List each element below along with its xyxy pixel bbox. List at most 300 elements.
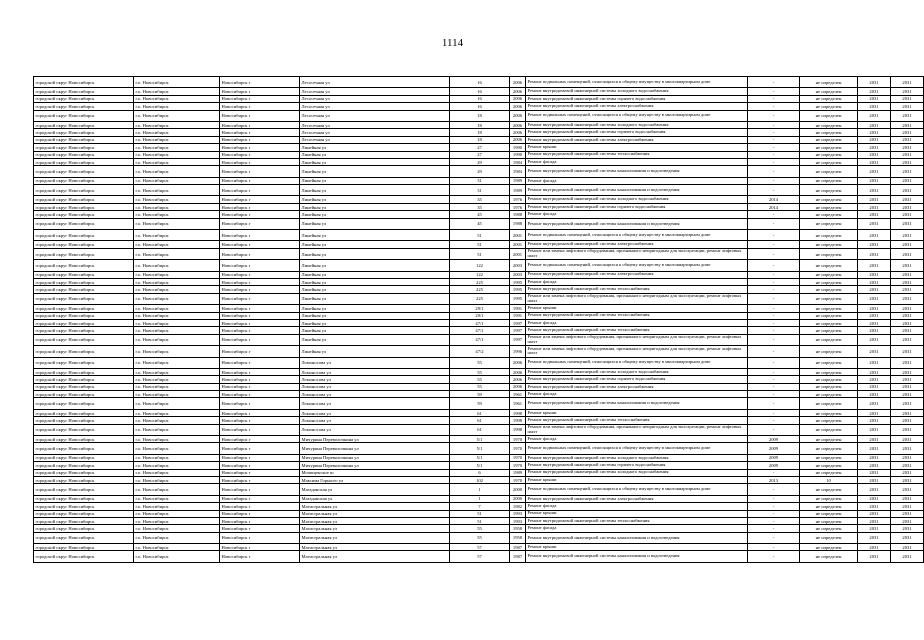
work-type-cell: Ремонт подвальных помещений, относящихся к общему имуществу в многоквартирном доме bbox=[526, 484, 748, 495]
year-built-cell: 1984 bbox=[510, 158, 526, 165]
house-number-cell: 57 bbox=[450, 551, 510, 562]
plan-year-start-cell: 2031 bbox=[858, 443, 891, 454]
year-built-cell: 2006 bbox=[510, 383, 526, 390]
settlement-cell: г.о. Новосибирск bbox=[134, 305, 220, 312]
settlement-cell: г.о. Новосибирск bbox=[134, 436, 220, 443]
work-type-cell: Ремонт подвальных помещений, относящихся к общему имуществу в многоквартирном доме bbox=[526, 260, 748, 271]
table-row bbox=[34, 248, 924, 259]
year-built-cell: 2006 bbox=[510, 77, 526, 88]
table-row bbox=[34, 211, 924, 218]
work-type-cell: Ремонт внутридомовой инженерной системы канализования и водоотведения bbox=[526, 185, 748, 196]
table-row bbox=[34, 95, 924, 102]
plan-year-end-cell: 2031 bbox=[891, 443, 924, 454]
work-type-cell: Ремонт или замена лифтового оборудования, признанного непригодным для эксплуатации, ремонт лифтовых шахт bbox=[526, 248, 748, 259]
cost-cell: не определен bbox=[800, 230, 858, 241]
work-type-cell: Ремонт фасада bbox=[526, 503, 748, 510]
cost-cell: не определен bbox=[800, 417, 858, 424]
house-number-cell: 16 bbox=[450, 88, 510, 95]
locality-cell: Новосибирск г bbox=[220, 185, 300, 196]
plan-year-start-cell: 2031 bbox=[858, 158, 891, 165]
last-repair-year-cell: - bbox=[748, 409, 800, 416]
table-row bbox=[34, 469, 924, 476]
municipality-cell: городской округ Новосибирск bbox=[34, 271, 134, 278]
settlement-cell: г.о. Новосибирск bbox=[134, 454, 220, 461]
municipality-cell: городской округ Новосибирск bbox=[34, 203, 134, 210]
settlement-cell: г.о. Новосибирск bbox=[134, 77, 220, 88]
plan-year-end-cell: 2031 bbox=[891, 271, 924, 278]
table-row bbox=[34, 436, 924, 443]
plan-year-start-cell: 2031 bbox=[858, 129, 891, 136]
work-type-cell: Ремонт крыши bbox=[526, 476, 748, 483]
plan-year-start-cell: 2031 bbox=[858, 398, 891, 409]
table-row bbox=[34, 158, 924, 165]
plan-year-end-cell: 2031 bbox=[891, 484, 924, 495]
cost-cell: не определен bbox=[800, 495, 858, 502]
table-row bbox=[34, 88, 924, 95]
municipality-cell: городской округ Новосибирск bbox=[34, 185, 134, 196]
plan-year-end-cell: 2031 bbox=[891, 551, 924, 562]
municipality-cell: городской округ Новосибирск bbox=[34, 510, 134, 517]
locality-cell: Новосибирск г bbox=[220, 293, 300, 304]
last-repair-year-cell: 2009 bbox=[748, 462, 800, 469]
street-cell: Мичурина Переволочкина ул bbox=[300, 436, 450, 443]
locality-cell: Новосибирск г bbox=[220, 218, 300, 229]
street-cell: Лесосечная ул bbox=[300, 121, 450, 128]
settlement-cell: г.о. Новосибирск bbox=[134, 334, 220, 345]
last-repair-year-cell: - bbox=[748, 129, 800, 136]
municipality-cell: городской округ Новосибирск bbox=[34, 136, 134, 143]
cost-cell: не определен bbox=[800, 196, 858, 203]
house-number-cell: 18 bbox=[450, 129, 510, 136]
house-number-cell: 225 bbox=[450, 286, 510, 293]
page-number: 1114 bbox=[441, 37, 464, 49]
year-built-cell: 1989 bbox=[510, 177, 526, 184]
plan-year-end-cell: 2031 bbox=[891, 293, 924, 304]
municipality-cell: городской округ Новосибирск bbox=[34, 334, 134, 345]
plan-year-end-cell: 2031 bbox=[891, 88, 924, 95]
house-number-cell: 59 bbox=[450, 391, 510, 398]
work-type-cell: Ремонт фасада bbox=[526, 319, 748, 326]
street-cell: Ломоносова ул bbox=[300, 398, 450, 409]
year-built-cell: 1987 bbox=[510, 544, 526, 551]
work-type-cell: Ремонт или замена лифтового оборудования, признанного непригодным для эксплуатации, ремонт лифтовых шахт bbox=[526, 293, 748, 304]
municipality-cell: городской округ Новосибирск bbox=[34, 454, 134, 461]
plan-year-end-cell: 2031 bbox=[891, 136, 924, 143]
plan-year-end-cell: 2031 bbox=[891, 503, 924, 510]
street-cell: Линейная ул bbox=[300, 278, 450, 285]
year-built-cell: 1991 bbox=[510, 305, 526, 312]
plan-year-end-cell: 2031 bbox=[891, 260, 924, 271]
table-row bbox=[34, 383, 924, 390]
table-row bbox=[34, 203, 924, 210]
year-built-cell: 1988 bbox=[510, 218, 526, 229]
house-number-cell: 7 bbox=[450, 503, 510, 510]
plan-year-end-cell: 2031 bbox=[891, 424, 924, 435]
plan-year-start-cell: 2031 bbox=[858, 278, 891, 285]
table-row bbox=[34, 151, 924, 158]
house-number-cell: 16 bbox=[450, 77, 510, 88]
work-type-cell: Ремонт внутридомовой инженерной системы холодного водоснабжения bbox=[526, 368, 748, 375]
locality-cell: Новосибирск г bbox=[220, 517, 300, 524]
street-cell: Мичурина Переволочкина ул bbox=[300, 454, 450, 461]
plan-year-end-cell: 2031 bbox=[891, 391, 924, 398]
locality-cell: Новосибирск г bbox=[220, 151, 300, 158]
settlement-cell: г.о. Новосибирск bbox=[134, 319, 220, 326]
house-number-cell: 27 bbox=[450, 151, 510, 158]
plan-year-start-cell: 2031 bbox=[858, 211, 891, 218]
plan-year-start-cell: 2031 bbox=[858, 409, 891, 416]
house-number-cell: 18 bbox=[450, 121, 510, 128]
plan-year-start-cell: 2031 bbox=[858, 436, 891, 443]
last-repair-year-cell: - bbox=[748, 144, 800, 151]
year-built-cell: 1998 bbox=[510, 409, 526, 416]
work-type-cell: Ремонт внутридомовой инженерной системы канализования и водоотведения bbox=[526, 218, 748, 229]
house-number-cell: 31 bbox=[450, 177, 510, 184]
cost-cell: не определен bbox=[800, 436, 858, 443]
table-row bbox=[34, 260, 924, 271]
street-cell: Линейная ул bbox=[300, 218, 450, 229]
plan-year-end-cell: 2031 bbox=[891, 241, 924, 248]
cost-cell: не определен bbox=[800, 293, 858, 304]
work-type-cell: Ремонт подвальных помещений, относящихся к общему имуществу в многоквартирном доме bbox=[526, 230, 748, 241]
locality-cell: Новосибирск г bbox=[220, 383, 300, 390]
house-number-cell: 16 bbox=[450, 103, 510, 110]
plan-year-end-cell: 2031 bbox=[891, 248, 924, 259]
year-built-cell: 1988 bbox=[510, 211, 526, 218]
year-built-cell: 1990 bbox=[510, 151, 526, 158]
work-type-cell: Ремонт фасада bbox=[526, 436, 748, 443]
locality-cell: Новосибирск г bbox=[220, 129, 300, 136]
settlement-cell: г.о. Новосибирск bbox=[134, 424, 220, 435]
work-type-cell: Ремонт внутридомовой инженерной системы электроснабжения bbox=[526, 103, 748, 110]
table-row bbox=[34, 368, 924, 375]
settlement-cell: г.о. Новосибирск bbox=[134, 503, 220, 510]
locality-cell: Новосибирск г bbox=[220, 334, 300, 345]
house-number-cell: 35 bbox=[450, 203, 510, 210]
cost-cell: не определен bbox=[800, 166, 858, 177]
house-number-cell: 47/1 bbox=[450, 334, 510, 345]
work-type-cell: Ремонт внутридомовой инженерной системы электроснабжения bbox=[526, 241, 748, 248]
year-built-cell: 1998 bbox=[510, 417, 526, 424]
table-row bbox=[34, 185, 924, 196]
plan-year-start-cell: 2031 bbox=[858, 305, 891, 312]
table-row bbox=[34, 286, 924, 293]
plan-year-end-cell: 2031 bbox=[891, 495, 924, 502]
plan-year-end-cell: 2031 bbox=[891, 196, 924, 203]
street-cell: Линейная ул bbox=[300, 286, 450, 293]
house-number-cell: 51 bbox=[450, 248, 510, 259]
locality-cell: Новосибирск г bbox=[220, 177, 300, 184]
plan-year-end-cell: 2031 bbox=[891, 417, 924, 424]
table-row bbox=[34, 517, 924, 524]
municipality-cell: городской округ Новосибирск bbox=[34, 469, 134, 476]
plan-year-end-cell: 2031 bbox=[891, 77, 924, 88]
locality-cell: Новосибирск г bbox=[220, 211, 300, 218]
street-cell: Ломоносова ул bbox=[300, 357, 450, 368]
municipality-cell: городской округ Новосибирск bbox=[34, 293, 134, 304]
work-type-cell: Ремонт или замена лифтового оборудования, признанного непригодным для эксплуатации, ремонт лифтовых шахт bbox=[526, 334, 748, 345]
table-row bbox=[34, 544, 924, 551]
plan-year-start-cell: 2031 bbox=[858, 476, 891, 483]
cost-cell: не определен bbox=[800, 462, 858, 469]
house-number-cell: 47/1 bbox=[450, 319, 510, 326]
work-type-cell: Ремонт или замена лифтового оборудования, признанного непригодным для эксплуатации, ремонт лифтовых шахт bbox=[526, 424, 748, 435]
plan-year-start-cell: 2031 bbox=[858, 241, 891, 248]
locality-cell: Новосибирск г bbox=[220, 144, 300, 151]
work-type-cell: Ремонт внутридомовой инженерной системы горячего водоснабжения bbox=[526, 376, 748, 383]
municipality-cell: городской округ Новосибирск bbox=[34, 121, 134, 128]
cost-cell: не определен bbox=[800, 346, 858, 357]
cost-cell: не определен bbox=[800, 319, 858, 326]
plan-year-start-cell: 2031 bbox=[858, 346, 891, 357]
plan-year-end-cell: 2031 bbox=[891, 409, 924, 416]
last-repair-year-cell: - bbox=[748, 218, 800, 229]
table-row bbox=[34, 334, 924, 345]
work-type-cell: Ремонт крыши bbox=[526, 544, 748, 551]
street-cell: Магистральная ул bbox=[300, 510, 450, 517]
work-type-cell: Ремонт фасада bbox=[526, 278, 748, 285]
last-repair-year-cell: - bbox=[748, 248, 800, 259]
municipality-cell: городской округ Новосибирск bbox=[34, 503, 134, 510]
municipality-cell: городской округ Новосибирск bbox=[34, 532, 134, 543]
settlement-cell: г.о. Новосибирск bbox=[134, 368, 220, 375]
last-repair-year-cell: - bbox=[748, 391, 800, 398]
street-cell: Линейная ул bbox=[300, 305, 450, 312]
house-number-cell: 29/1 bbox=[450, 305, 510, 312]
year-built-cell: 2006 bbox=[510, 121, 526, 128]
work-type-cell: Ремонт внутридомовой инженерной системы канализования и водоотведения bbox=[526, 166, 748, 177]
street-cell: Линейная ул bbox=[300, 271, 450, 278]
cost-cell: не определен bbox=[800, 129, 858, 136]
last-repair-year-cell: - bbox=[748, 484, 800, 495]
cost-cell: не определен bbox=[800, 383, 858, 390]
plan-year-end-cell: 2031 bbox=[891, 230, 924, 241]
house-number-cell: 5/1 bbox=[450, 436, 510, 443]
settlement-cell: г.о. Новосибирск bbox=[134, 312, 220, 319]
plan-year-start-cell: 2031 bbox=[858, 136, 891, 143]
last-repair-year-cell: - bbox=[748, 211, 800, 218]
last-repair-year-cell: - bbox=[748, 417, 800, 424]
municipality-cell: городской округ Новосибирск bbox=[34, 409, 134, 416]
municipality-cell: городской округ Новосибирск bbox=[34, 376, 134, 383]
work-type-cell: Ремонт фасада bbox=[526, 158, 748, 165]
plan-year-end-cell: 2031 bbox=[891, 327, 924, 334]
plan-year-end-cell: 2031 bbox=[891, 278, 924, 285]
repair-schedule-table bbox=[33, 76, 924, 563]
house-number-cell: 55 bbox=[450, 525, 510, 532]
settlement-cell: г.о. Новосибирск bbox=[134, 166, 220, 177]
street-cell: Лесосечная ул bbox=[300, 95, 450, 102]
last-repair-year-cell: - bbox=[748, 121, 800, 128]
house-number-cell: 29 bbox=[450, 166, 510, 177]
street-cell: Лесосечная ул bbox=[300, 77, 450, 88]
work-type-cell: Ремонт внутридомовой инженерной системы холодного водоснабжения bbox=[526, 196, 748, 203]
cost-cell: не определен bbox=[800, 327, 858, 334]
locality-cell: Новосибирск г bbox=[220, 544, 300, 551]
cost-cell: не определен bbox=[800, 185, 858, 196]
settlement-cell: г.о. Новосибирск bbox=[134, 129, 220, 136]
plan-year-end-cell: 2031 bbox=[891, 177, 924, 184]
street-cell: Магаданская ул bbox=[300, 495, 450, 502]
last-repair-year-cell: - bbox=[748, 469, 800, 476]
street-cell: Магистральная ул bbox=[300, 544, 450, 551]
locality-cell: Новосибирск г bbox=[220, 551, 300, 562]
last-repair-year-cell: - bbox=[748, 158, 800, 165]
settlement-cell: г.о. Новосибирск bbox=[134, 278, 220, 285]
locality-cell: Новосибирск г bbox=[220, 136, 300, 143]
municipality-cell: городской округ Новосибирск bbox=[34, 368, 134, 375]
locality-cell: Новосибирск г bbox=[220, 230, 300, 241]
municipality-cell: городской округ Новосибирск bbox=[34, 110, 134, 121]
cost-cell: не определен bbox=[800, 110, 858, 121]
house-number-cell: 61 bbox=[450, 417, 510, 424]
locality-cell: Новосибирск г bbox=[220, 286, 300, 293]
table-row bbox=[34, 177, 924, 184]
table-row bbox=[34, 462, 924, 469]
cost-cell: не определен bbox=[800, 177, 858, 184]
house-number-cell: 29/1 bbox=[450, 312, 510, 319]
plan-year-start-cell: 2031 bbox=[858, 203, 891, 210]
street-cell: Магистральная ул bbox=[300, 503, 450, 510]
house-number-cell: 57 bbox=[450, 544, 510, 551]
locality-cell: Новосибирск г bbox=[220, 95, 300, 102]
municipality-cell: городской округ Новосибирск bbox=[34, 305, 134, 312]
settlement-cell: г.о. Новосибирск bbox=[134, 532, 220, 543]
settlement-cell: г.о. Новосибирск bbox=[134, 144, 220, 151]
year-built-cell: 2001 bbox=[510, 241, 526, 248]
last-repair-year-cell: - bbox=[748, 151, 800, 158]
year-built-cell: 2006 bbox=[510, 110, 526, 121]
year-built-cell: 2000 bbox=[510, 495, 526, 502]
year-built-cell: 2000 bbox=[510, 484, 526, 495]
work-type-cell: Ремонт внутридомовой инженерной системы горячего водоснабжения bbox=[526, 129, 748, 136]
year-built-cell: 1970 bbox=[510, 454, 526, 461]
cost-cell: не определен bbox=[800, 551, 858, 562]
street-cell: Магистральная ул bbox=[300, 551, 450, 562]
street-cell: Лесосечная ул bbox=[300, 103, 450, 110]
settlement-cell: г.о. Новосибирск bbox=[134, 158, 220, 165]
plan-year-end-cell: 2031 bbox=[891, 462, 924, 469]
cost-cell: не определен bbox=[800, 510, 858, 517]
house-number-cell: 55 bbox=[450, 532, 510, 543]
last-repair-year-cell: - bbox=[748, 495, 800, 502]
locality-cell: Новосибирск г bbox=[220, 368, 300, 375]
year-built-cell: 1961 bbox=[510, 391, 526, 398]
municipality-cell: городской округ Новосибирск bbox=[34, 177, 134, 184]
settlement-cell: г.о. Новосибирск bbox=[134, 495, 220, 502]
table-row bbox=[34, 532, 924, 543]
plan-year-end-cell: 2031 bbox=[891, 203, 924, 210]
plan-year-end-cell: 2031 bbox=[891, 517, 924, 524]
locality-cell: Новосибирск г bbox=[220, 196, 300, 203]
work-type-cell: Ремонт внутридомовой инженерной системы канализования и водоотведения bbox=[526, 532, 748, 543]
table-row bbox=[34, 136, 924, 143]
municipality-cell: городской округ Новосибирск bbox=[34, 327, 134, 334]
cost-cell: не определен bbox=[800, 357, 858, 368]
last-repair-year-cell: - bbox=[748, 271, 800, 278]
cost-cell: не определен bbox=[800, 424, 858, 435]
table-row bbox=[34, 218, 924, 229]
work-type-cell: Ремонт внутридомовой инженерной системы холодного водоснабжения bbox=[526, 454, 748, 461]
locality-cell: Новосибирск г bbox=[220, 462, 300, 469]
locality-cell: Новосибирск г bbox=[220, 88, 300, 95]
year-built-cell: 2006 bbox=[510, 357, 526, 368]
plan-year-start-cell: 2031 bbox=[858, 103, 891, 110]
house-number-cell: 1 bbox=[450, 484, 510, 495]
locality-cell: Новосибирск г bbox=[220, 271, 300, 278]
street-cell: Лесосечная ул bbox=[300, 129, 450, 136]
year-built-cell: 1998 bbox=[510, 424, 526, 435]
last-repair-year-cell: - bbox=[748, 77, 800, 88]
cost-cell: не определен bbox=[800, 312, 858, 319]
year-built-cell: 1958 bbox=[510, 532, 526, 543]
municipality-cell: городской округ Новосибирск bbox=[34, 346, 134, 357]
last-repair-year-cell: 2009 bbox=[748, 454, 800, 461]
plan-year-start-cell: 2031 bbox=[858, 417, 891, 424]
plan-year-end-cell: 2031 bbox=[891, 525, 924, 532]
last-repair-year-cell: - bbox=[748, 424, 800, 435]
work-type-cell: Ремонт или замена лифтового оборудования, признанного непригодным для эксплуатации, ремонт лифтовых шахт bbox=[526, 346, 748, 357]
street-cell: Линейная ул bbox=[300, 177, 450, 184]
locality-cell: Новосибирск г bbox=[220, 436, 300, 443]
last-repair-year-cell: 2009 bbox=[748, 443, 800, 454]
settlement-cell: г.о. Новосибирск bbox=[134, 121, 220, 128]
plan-year-start-cell: 2031 bbox=[858, 510, 891, 517]
street-cell: Лесосечная ул bbox=[300, 110, 450, 121]
municipality-cell: городской округ Новосибирск bbox=[34, 286, 134, 293]
last-repair-year-cell: - bbox=[748, 177, 800, 184]
street-cell: Линейная ул bbox=[300, 151, 450, 158]
plan-year-end-cell: 2031 bbox=[891, 110, 924, 121]
municipality-cell: городской округ Новосибирск bbox=[34, 230, 134, 241]
plan-year-end-cell: 2031 bbox=[891, 166, 924, 177]
year-built-cell: 2006 bbox=[510, 368, 526, 375]
locality-cell: Новосибирск г bbox=[220, 357, 300, 368]
street-cell: Мичурина Переволочкина ул bbox=[300, 462, 450, 469]
locality-cell: Новосибирск г bbox=[220, 409, 300, 416]
cost-cell: не определен bbox=[800, 144, 858, 151]
cost-cell: не определен bbox=[800, 241, 858, 248]
plan-year-start-cell: 2031 bbox=[858, 551, 891, 562]
plan-year-start-cell: 2031 bbox=[858, 312, 891, 319]
street-cell: Линейная ул bbox=[300, 327, 450, 334]
settlement-cell: г.о. Новосибирск bbox=[134, 544, 220, 551]
cost-cell: не определен bbox=[800, 151, 858, 158]
house-number-cell: 102 bbox=[450, 476, 510, 483]
table-row bbox=[34, 312, 924, 319]
municipality-cell: городской округ Новосибирск bbox=[34, 77, 134, 88]
cost-cell: не определен bbox=[800, 211, 858, 218]
work-type-cell: Ремонт крыши bbox=[526, 144, 748, 151]
year-built-cell: 1991 bbox=[510, 312, 526, 319]
plan-year-end-cell: 2031 bbox=[891, 144, 924, 151]
last-repair-year-cell: - bbox=[748, 305, 800, 312]
settlement-cell: г.о. Новосибирск bbox=[134, 517, 220, 524]
cost-cell: не определен bbox=[800, 391, 858, 398]
plan-year-start-cell: 2031 bbox=[858, 218, 891, 229]
year-built-cell: 1976 bbox=[510, 196, 526, 203]
plan-year-start-cell: 2031 bbox=[858, 177, 891, 184]
street-cell: Лесосечная ул bbox=[300, 88, 450, 95]
settlement-cell: г.о. Новосибирск bbox=[134, 551, 220, 562]
cost-cell: не определен bbox=[800, 469, 858, 476]
table-row bbox=[34, 376, 924, 383]
work-type-cell: Ремонт внутридомовой инженерной системы теплоснабжения bbox=[526, 151, 748, 158]
table-row bbox=[34, 409, 924, 416]
municipality-cell: городской округ Новосибирск bbox=[34, 544, 134, 551]
locality-cell: Новосибирск г bbox=[220, 376, 300, 383]
plan-year-start-cell: 2031 bbox=[858, 77, 891, 88]
